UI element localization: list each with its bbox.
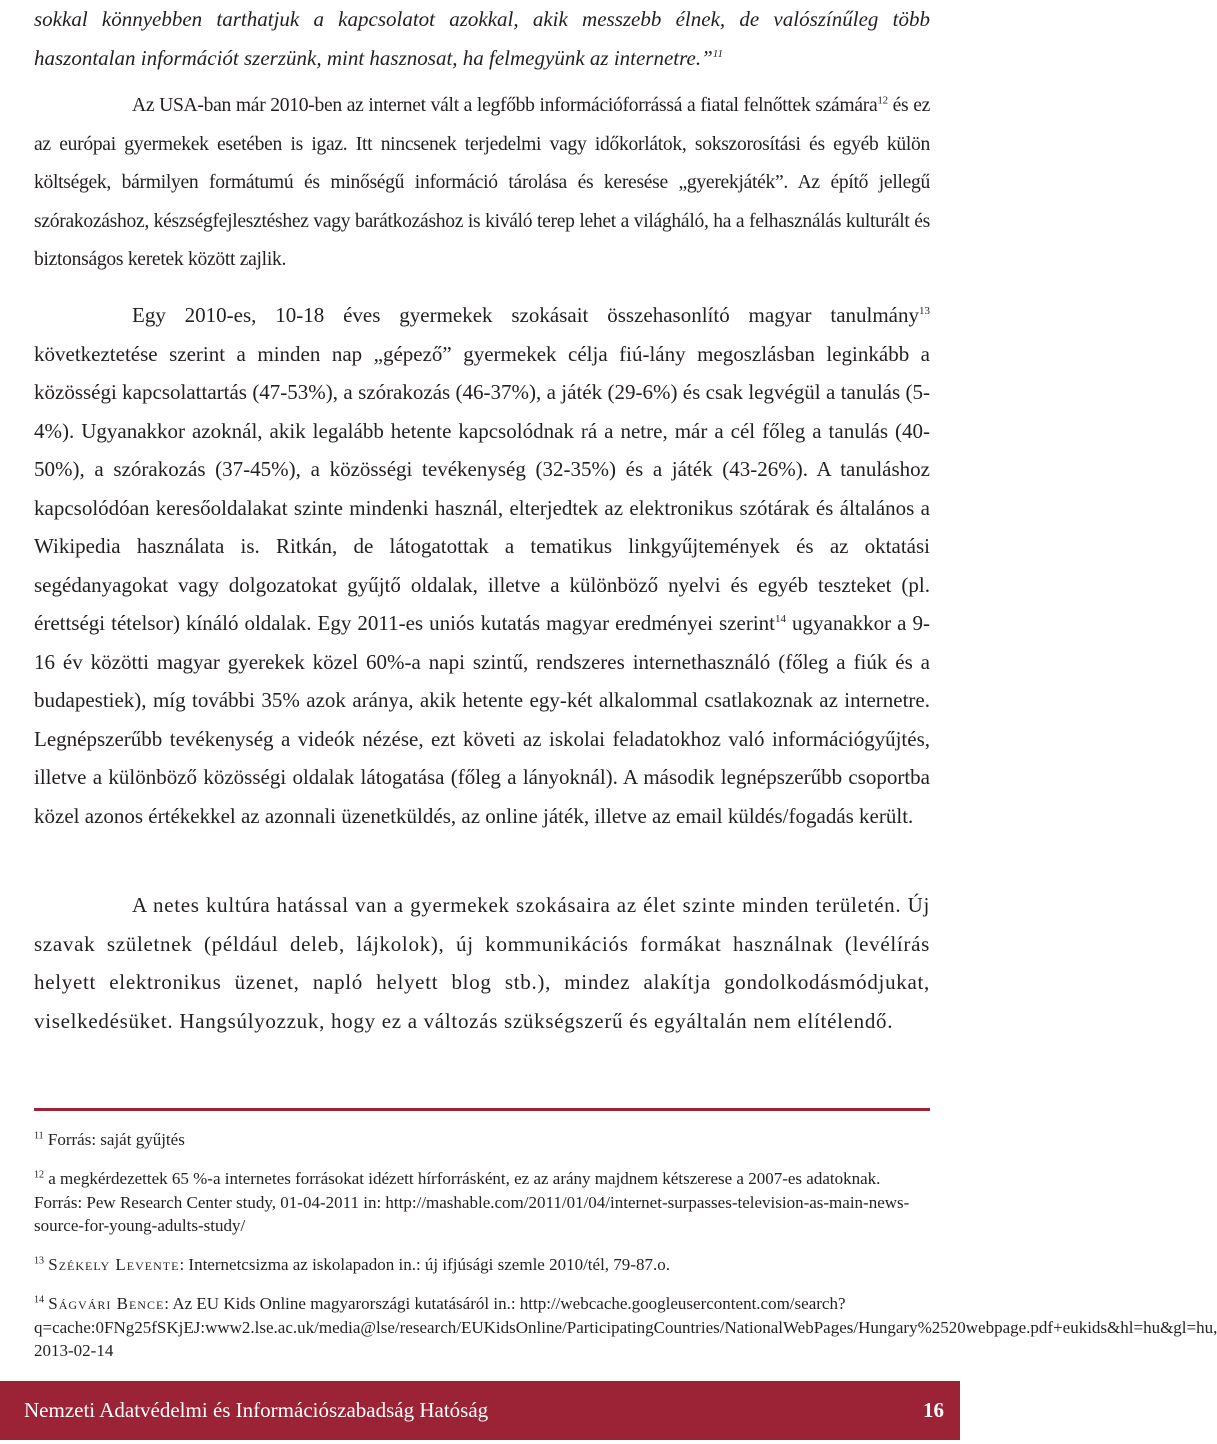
paragraph-text: és ez az európai gyermekek esetében is igaz. Itt nincsenek terjedelmi vagy időkorlátok, sokszorosítási és egyéb külön költségek, bármilyen formátumú és minőségű információ tárolása és keresése „gyerekjáték”. Az építő jellegű szórakozáshoz, készségfejlesztéshez vagy barátkozáshoz is kiváló terep lehet a világháló, ha a felhasználás kulturált és biztonságos keretek között zajlik. [34, 95, 930, 270]
paragraph-text: következtetése szerint a minden nap „gépező” gyermekek célja fiú-lány megoszlásban leginkább a közösségi kapcsolattartás (47-53%), a szórakozás (46-37%), a játék (29-6%) és csak legvégül a tanulás (5-4%). Ugyanakkor azoknál, akik legalább hetente kapcsolódnak rá a netre, már a cél főleg a tanulás (40-50%), a szórakozás (37-45%), a közösségi tevékenység (32-35%) és a játék (43-26%). A tanuláshoz kapcsolódóan keresőoldalakat szinte mindenki használ, elterjedtek az elektronikus szótárak és általános a Wikipedia használata is. Ritkán, de látogatottak a tematikus linkgyűjtemények és az oktatási segédanyagokat vagy dolgozatokat gyűjtő oldalak, illetve a különböző nyelvi és egyéb teszteket (pl. érettségi tételsor) kínáló oldalak. Egy 2011-es uniós kutatás magyar eredményei szerint [34, 341, 930, 635]
footnote-number: 14 [34, 1294, 44, 1306]
paragraph-text: Egy 2010-es, 10-18 éves gyermekek szokásait összehasonlító magyar tanulmány [132, 303, 919, 327]
footnote-author: Ságvári Bence [48, 1294, 165, 1313]
footnote-number: 12 [34, 1169, 44, 1181]
footnote-text: Forrás: saját gyűjtés [47, 1130, 185, 1149]
paragraph-text: A netes kultúra hatással van a gyermekek szokásaira az élet szinte minden területén. Új szavak születnek (például deleb, lájkolok), új kommunikációs formákat használnak (levélírás helyett elektronikus üzenet, napló helyett blog stb.), mindez alakítja gondolkodásmódjukat, viselkedésüket. Hangsúlyozzuk, hogy ez a változás szükségszerű és egyáltalán nem elítélendő. [34, 893, 930, 1033]
footnote-ref-11[interactable]: 11 [712, 47, 723, 60]
footnote-12 [34, 1167, 930, 1238]
quote-paragraph [34, 0, 930, 77]
paragraph-text: ugyanakkor a 9-16 év közötti magyar gyerekek közel 60%-a napi szintű, rendszeres internethasználó (főleg a fiúk és a budapestiek), míg további 35% azok aránya, akik hetente egy-két alkalommal csatlakoznak az internetre. Legnépszerűbb tevékenység a videók nézése, ezt követi az iskolai feladatokhoz való információgyűjtés, illetve a különböző közösségi oldalak látogatása (főleg a lányoknál). A második legnépszerűbb csoportba közel azonos értékekkel az azonnali üzenetküldés, az online játék, illetve az email küldés/fogadás került. [34, 611, 930, 828]
quote-text: sokkal könnyebben tarthatjuk a kapcsolatot azokkal, akik messzebb élnek, de valószínűleg több haszontalan információt szerzünk, mint hasznosat, ha felmegyünk az internetre.” [34, 7, 930, 70]
footnote-11 [34, 1128, 930, 1152]
footnote-text: a megkérdezettek 65 %-a internetes forrásokat idézett hírforrásként, ez az arány majdnem kétszerese a 2007-es adatoknak. Forrás: Pew Research Center study, 01-04-2011 in: http://mashable.com/2011/01/04/internet-surpasses-television-as-main-news-source-for-young-adults-study/ [34, 1169, 910, 1235]
footnote-text: : Az EU Kids Online magyarországi kutatásáról in.: http://webcache.googleusercontent.com/search?q=cache:0FNg25fSKjEJ:www2.lse.ac.uk/media@lse/research/EUKidsOnline/ParticipatingCountries/NationalWebPages/Hungary%2520webpage.pdf+eukids&hl=hu&gl=hu, 2013-02-14 [34, 1294, 1217, 1360]
page-number: 16 [923, 1398, 944, 1422]
footnote-text: : Internetcsizma az iskolapadon in.: új ifjúsági szemle 2010/tél, 79-87.o. [179, 1255, 670, 1274]
footnote-14 [34, 1292, 1217, 1363]
footnote-ref-12[interactable]: 12 [877, 94, 888, 107]
paragraph-text: Az USA-ban már 2010-ben az internet vált a legfőbb információforrássá a fiatal felnőttek számára [132, 95, 878, 116]
footnote-author: Székely Levente [48, 1255, 180, 1274]
footnote-number: 11 [34, 1130, 44, 1142]
body-paragraph-2 [34, 296, 930, 835]
footnote-13 [34, 1253, 930, 1277]
body-paragraph-1 [34, 87, 930, 280]
footer-bar [0, 1381, 960, 1440]
body-paragraph-3 [34, 886, 930, 1040]
footnote-divider [34, 1108, 930, 1111]
footnote-ref-14[interactable]: 14 [775, 613, 787, 625]
footer-title: Nemzeti Adatvédelmi és Információszabadság Hatóság [24, 1398, 489, 1422]
footnote-ref-13[interactable]: 13 [919, 305, 930, 317]
footnote-number: 13 [34, 1255, 44, 1267]
